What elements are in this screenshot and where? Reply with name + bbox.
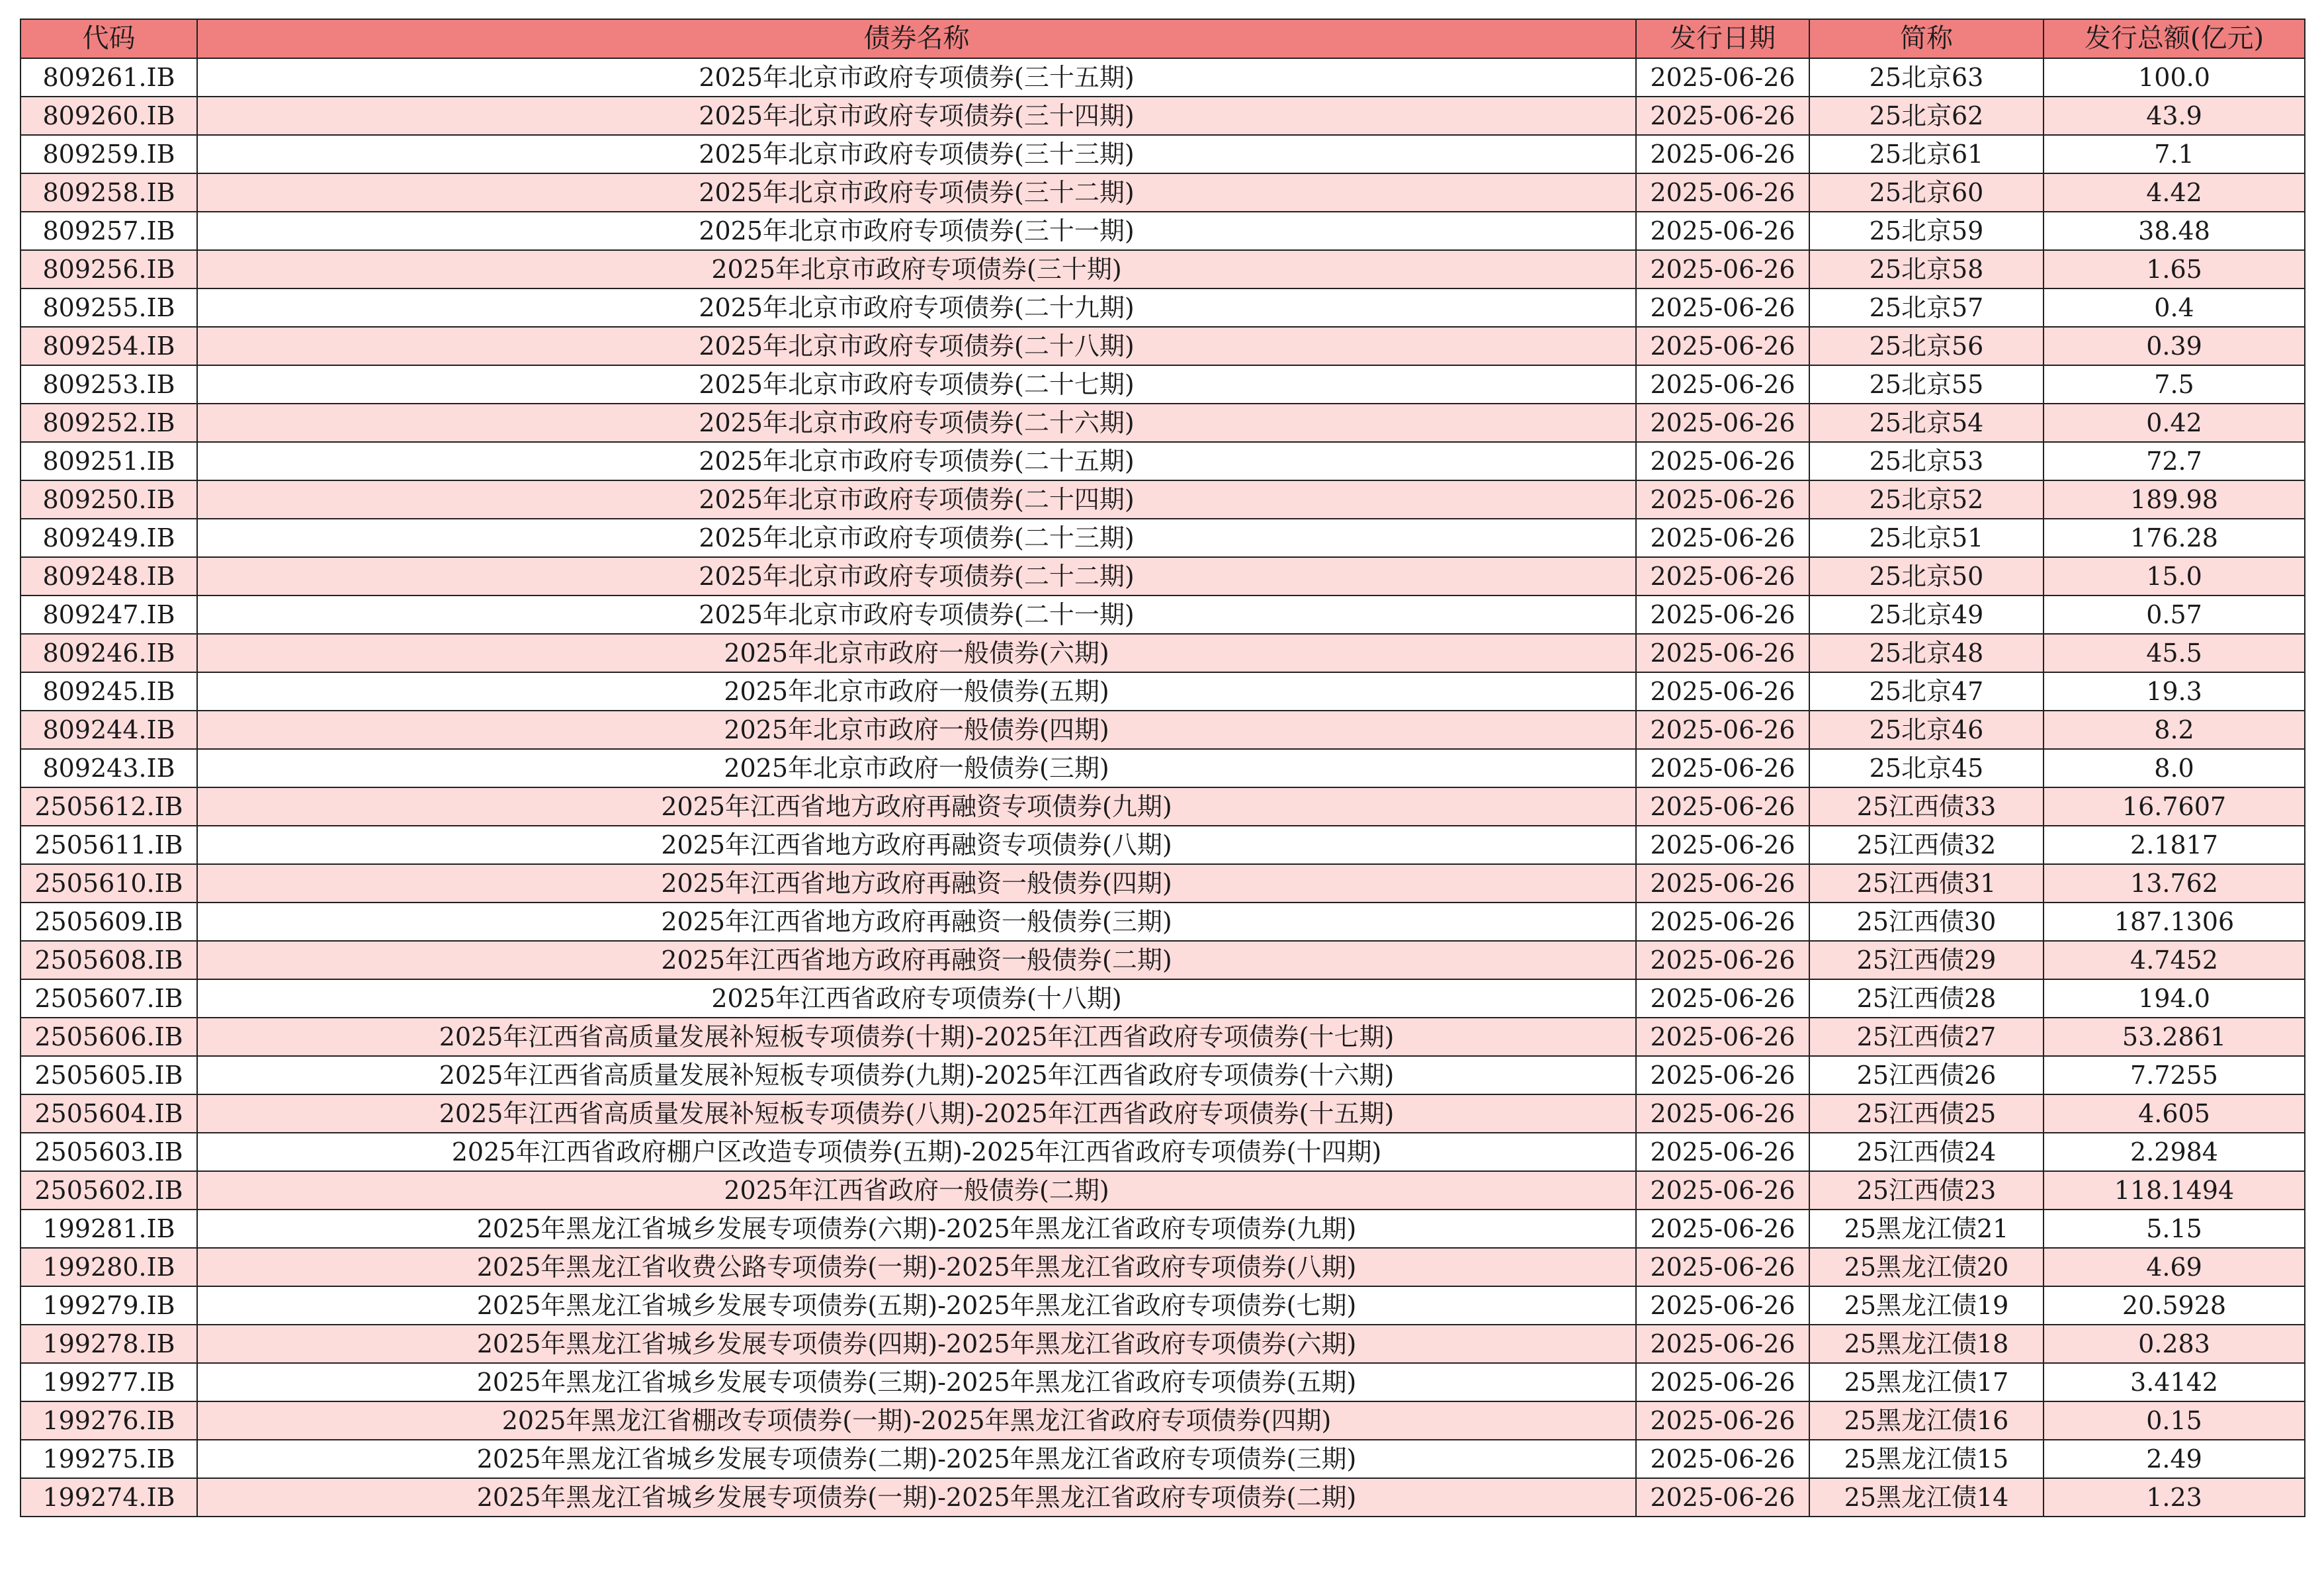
cell-issue-amount: 72.7: [2044, 442, 2305, 480]
bond-issuance-table-container: [20, 19, 2304, 1517]
cell-issue-amount: 4.605: [2044, 1094, 2305, 1133]
table-row: [21, 557, 2305, 596]
cell-bond-name: 2025年北京市政府专项债券(二十五期): [197, 442, 1636, 480]
cell-issue-date: 2025-06-26: [1636, 442, 1809, 480]
cell-bond-name: 2025年北京市政府专项债券(二十六期): [197, 404, 1636, 442]
cell-bond-name: 2025年江西省地方政府再融资专项债券(八期): [197, 826, 1636, 864]
cell-bond-name: 2025年江西省政府专项债券(十八期): [197, 979, 1636, 1018]
cell-short-name: 25北京48: [1809, 634, 2044, 672]
cell-issue-date: 2025-06-26: [1636, 1133, 1809, 1171]
cell-code: 809254.IB: [21, 327, 197, 365]
cell-issue-amount: 0.39: [2044, 327, 2305, 365]
cell-bond-name: 2025年江西省地方政府再融资专项债券(九期): [197, 787, 1636, 826]
table-row: [21, 1094, 2305, 1133]
table-row: [21, 1325, 2305, 1363]
cell-code: 809243.IB: [21, 749, 197, 787]
cell-issue-amount: 45.5: [2044, 634, 2305, 672]
cell-issue-date: 2025-06-26: [1636, 672, 1809, 711]
cell-issue-date: 2025-06-26: [1636, 365, 1809, 404]
cell-issue-date: 2025-06-26: [1636, 135, 1809, 173]
table-row: [21, 1248, 2305, 1286]
table-row: [21, 173, 2305, 212]
cell-code: 809260.IB: [21, 97, 197, 135]
table-header-row: [21, 19, 2305, 58]
cell-bond-name: 2025年北京市政府专项债券(二十二期): [197, 557, 1636, 596]
cell-bond-name: 2025年黑龙江省棚改专项债券(一期)-2025年黑龙江省政府专项债券(四期): [197, 1401, 1636, 1440]
cell-code: 809248.IB: [21, 557, 197, 596]
cell-bond-name: 2025年江西省政府棚户区改造专项债券(五期)-2025年江西省政府专项债券(十四期): [197, 1133, 1636, 1171]
cell-issue-amount: 0.57: [2044, 596, 2305, 634]
table-row: [21, 135, 2305, 173]
cell-short-name: 25北京45: [1809, 749, 2044, 787]
cell-issue-amount: 4.7452: [2044, 941, 2305, 979]
cell-code: 809252.IB: [21, 404, 197, 442]
table-row: [21, 519, 2305, 557]
cell-bond-name: 2025年北京市政府一般债券(三期): [197, 749, 1636, 787]
cell-short-name: 25黑龙江债18: [1809, 1325, 2044, 1363]
cell-bond-name: 2025年黑龙江省城乡发展专项债券(六期)-2025年黑龙江省政府专项债券(九期): [197, 1210, 1636, 1248]
cell-issue-date: 2025-06-26: [1636, 903, 1809, 941]
cell-short-name: 25黑龙江债20: [1809, 1248, 2044, 1286]
cell-issue-date: 2025-06-26: [1636, 288, 1809, 327]
cell-issue-amount: 7.5: [2044, 365, 2305, 404]
cell-code: 2505610.IB: [21, 864, 197, 903]
cell-issue-amount: 187.1306: [2044, 903, 2305, 941]
table-row: [21, 941, 2305, 979]
cell-code: 2505611.IB: [21, 826, 197, 864]
table-row: [21, 1478, 2305, 1517]
cell-bond-name: 2025年北京市政府专项债券(二十九期): [197, 288, 1636, 327]
cell-code: 2505612.IB: [21, 787, 197, 826]
cell-code: 2505602.IB: [21, 1171, 197, 1210]
table-row: [21, 1401, 2305, 1440]
cell-short-name: 25北京56: [1809, 327, 2044, 365]
cell-bond-name: 2025年黑龙江省收费公路专项债券(一期)-2025年黑龙江省政府专项债券(八期): [197, 1248, 1636, 1286]
cell-bond-name: 2025年北京市政府一般债券(五期): [197, 672, 1636, 711]
table-row: [21, 864, 2305, 903]
cell-short-name: 25北京61: [1809, 135, 2044, 173]
cell-code: 2505603.IB: [21, 1133, 197, 1171]
cell-short-name: 25江西债33: [1809, 787, 2044, 826]
cell-issue-date: 2025-06-26: [1636, 1401, 1809, 1440]
cell-issue-amount: 118.1494: [2044, 1171, 2305, 1210]
cell-issue-amount: 16.7607: [2044, 787, 2305, 826]
table-row: [21, 1440, 2305, 1478]
cell-issue-amount: 53.2861: [2044, 1018, 2305, 1056]
cell-short-name: 25北京60: [1809, 173, 2044, 212]
cell-issue-amount: 2.1817: [2044, 826, 2305, 864]
cell-code: 2505609.IB: [21, 903, 197, 941]
table-row: [21, 327, 2305, 365]
cell-bond-name: 2025年北京市政府专项债券(三十五期): [197, 58, 1636, 97]
cell-issue-date: 2025-06-26: [1636, 519, 1809, 557]
cell-issue-amount: 20.5928: [2044, 1286, 2305, 1325]
cell-code: 199277.IB: [21, 1363, 197, 1401]
cell-bond-name: 2025年江西省地方政府再融资一般债券(四期): [197, 864, 1636, 903]
table-row: [21, 787, 2305, 826]
cell-code: 809258.IB: [21, 173, 197, 212]
cell-issue-date: 2025-06-26: [1636, 787, 1809, 826]
cell-issue-date: 2025-06-26: [1636, 1440, 1809, 1478]
cell-bond-name: 2025年黑龙江省城乡发展专项债券(五期)-2025年黑龙江省政府专项债券(七期): [197, 1286, 1636, 1325]
cell-issue-amount: 8.2: [2044, 711, 2305, 749]
table-row: [21, 596, 2305, 634]
cell-issue-amount: 0.15: [2044, 1401, 2305, 1440]
cell-short-name: 25江西债26: [1809, 1056, 2044, 1094]
cell-bond-name: 2025年北京市政府专项债券(二十四期): [197, 480, 1636, 519]
cell-issue-date: 2025-06-26: [1636, 1018, 1809, 1056]
cell-issue-date: 2025-06-26: [1636, 711, 1809, 749]
cell-short-name: 25北京54: [1809, 404, 2044, 442]
cell-issue-date: 2025-06-26: [1636, 749, 1809, 787]
cell-code: 199279.IB: [21, 1286, 197, 1325]
cell-short-name: 25北京47: [1809, 672, 2044, 711]
table-row: [21, 58, 2305, 97]
cell-bond-name: 2025年北京市政府专项债券(三十一期): [197, 212, 1636, 250]
cell-issue-amount: 43.9: [2044, 97, 2305, 135]
cell-bond-name: 2025年江西省高质量发展补短板专项债券(十期)-2025年江西省政府专项债券(十七期): [197, 1018, 1636, 1056]
cell-issue-date: 2025-06-26: [1636, 1325, 1809, 1363]
table-row: [21, 826, 2305, 864]
cell-code: 809244.IB: [21, 711, 197, 749]
cell-short-name: 25北京62: [1809, 97, 2044, 135]
cell-short-name: 25北京49: [1809, 596, 2044, 634]
table-row: [21, 1056, 2305, 1094]
cell-issue-amount: 0.4: [2044, 288, 2305, 327]
header-bond-name: 债券名称: [197, 19, 1636, 58]
table-row: [21, 97, 2305, 135]
cell-issue-date: 2025-06-26: [1636, 1171, 1809, 1210]
cell-short-name: 25北京53: [1809, 442, 2044, 480]
cell-issue-date: 2025-06-26: [1636, 97, 1809, 135]
cell-code: 809249.IB: [21, 519, 197, 557]
cell-short-name: 25江西债23: [1809, 1171, 2044, 1210]
cell-issue-date: 2025-06-26: [1636, 596, 1809, 634]
cell-issue-date: 2025-06-26: [1636, 979, 1809, 1018]
cell-issue-amount: 2.2984: [2044, 1133, 2305, 1171]
cell-issue-amount: 38.48: [2044, 212, 2305, 250]
cell-code: 199276.IB: [21, 1401, 197, 1440]
table-row: [21, 634, 2305, 672]
table-row: [21, 749, 2305, 787]
cell-bond-name: 2025年江西省高质量发展补短板专项债券(九期)-2025年江西省政府专项债券(十六期): [197, 1056, 1636, 1094]
cell-issue-date: 2025-06-26: [1636, 1363, 1809, 1401]
cell-short-name: 25江西债28: [1809, 979, 2044, 1018]
cell-short-name: 25北京57: [1809, 288, 2044, 327]
cell-bond-name: 2025年北京市政府专项债券(二十七期): [197, 365, 1636, 404]
cell-issue-date: 2025-06-26: [1636, 327, 1809, 365]
cell-issue-date: 2025-06-26: [1636, 480, 1809, 519]
cell-code: 809247.IB: [21, 596, 197, 634]
cell-code: 199275.IB: [21, 1440, 197, 1478]
table-body: [21, 58, 2305, 1517]
cell-short-name: 25江西债24: [1809, 1133, 2044, 1171]
cell-code: 809261.IB: [21, 58, 197, 97]
table-row: [21, 1018, 2305, 1056]
cell-bond-name: 2025年北京市政府专项债券(二十三期): [197, 519, 1636, 557]
cell-code: 2505604.IB: [21, 1094, 197, 1133]
cell-issue-amount: 0.283: [2044, 1325, 2305, 1363]
cell-short-name: 25江西债32: [1809, 826, 2044, 864]
cell-code: 809256.IB: [21, 250, 197, 288]
cell-issue-date: 2025-06-26: [1636, 1056, 1809, 1094]
cell-bond-name: 2025年北京市政府专项债券(二十一期): [197, 596, 1636, 634]
table-row: [21, 212, 2305, 250]
cell-issue-amount: 4.69: [2044, 1248, 2305, 1286]
cell-issue-amount: 176.28: [2044, 519, 2305, 557]
cell-bond-name: 2025年北京市政府专项债券(三十二期): [197, 173, 1636, 212]
cell-bond-name: 2025年北京市政府一般债券(四期): [197, 711, 1636, 749]
cell-short-name: 25江西债31: [1809, 864, 2044, 903]
table-row: [21, 1286, 2305, 1325]
table-row: [21, 1210, 2305, 1248]
cell-issue-amount: 19.3: [2044, 672, 2305, 711]
cell-code: 809255.IB: [21, 288, 197, 327]
cell-short-name: 25黑龙江债16: [1809, 1401, 2044, 1440]
table-row: [21, 711, 2305, 749]
cell-code: 199280.IB: [21, 1248, 197, 1286]
cell-short-name: 25北京52: [1809, 480, 2044, 519]
table-row: [21, 365, 2305, 404]
table-row: [21, 903, 2305, 941]
table-row: [21, 288, 2305, 327]
cell-bond-name: 2025年江西省地方政府再融资一般债券(三期): [197, 903, 1636, 941]
cell-issue-date: 2025-06-26: [1636, 941, 1809, 979]
cell-issue-amount: 194.0: [2044, 979, 2305, 1018]
cell-issue-date: 2025-06-26: [1636, 250, 1809, 288]
cell-bond-name: 2025年黑龙江省城乡发展专项债券(一期)-2025年黑龙江省政府专项债券(二期): [197, 1478, 1636, 1517]
header-issue-date: 发行日期: [1636, 19, 1809, 58]
cell-code: 2505607.IB: [21, 979, 197, 1018]
cell-short-name: 25黑龙江债21: [1809, 1210, 2044, 1248]
cell-code: 809257.IB: [21, 212, 197, 250]
cell-issue-amount: 1.65: [2044, 250, 2305, 288]
cell-bond-name: 2025年江西省高质量发展补短板专项债券(八期)-2025年江西省政府专项债券(十五期): [197, 1094, 1636, 1133]
cell-bond-name: 2025年江西省地方政府再融资一般债券(二期): [197, 941, 1636, 979]
cell-bond-name: 2025年北京市政府专项债券(三十四期): [197, 97, 1636, 135]
cell-issue-amount: 7.1: [2044, 135, 2305, 173]
cell-code: 809250.IB: [21, 480, 197, 519]
cell-bond-name: 2025年江西省政府一般债券(二期): [197, 1171, 1636, 1210]
cell-short-name: 25黑龙江债15: [1809, 1440, 2044, 1478]
cell-code: 809253.IB: [21, 365, 197, 404]
cell-issue-date: 2025-06-26: [1636, 212, 1809, 250]
cell-issue-date: 2025-06-26: [1636, 58, 1809, 97]
cell-bond-name: 2025年黑龙江省城乡发展专项债券(二期)-2025年黑龙江省政府专项债券(三期): [197, 1440, 1636, 1478]
table-row: [21, 404, 2305, 442]
cell-bond-name: 2025年北京市政府专项债券(三十三期): [197, 135, 1636, 173]
cell-code: 199278.IB: [21, 1325, 197, 1363]
table-row: [21, 442, 2305, 480]
cell-issue-date: 2025-06-26: [1636, 864, 1809, 903]
cell-issue-date: 2025-06-26: [1636, 826, 1809, 864]
cell-code: 809259.IB: [21, 135, 197, 173]
cell-short-name: 25北京63: [1809, 58, 2044, 97]
table-row: [21, 1133, 2305, 1171]
cell-short-name: 25黑龙江债14: [1809, 1478, 2044, 1517]
cell-issue-date: 2025-06-26: [1636, 1286, 1809, 1325]
cell-issue-amount: 100.0: [2044, 58, 2305, 97]
cell-issue-date: 2025-06-26: [1636, 1248, 1809, 1286]
cell-code: 2505606.IB: [21, 1018, 197, 1056]
header-issue-amount: 发行总额(亿元): [2044, 19, 2305, 58]
cell-issue-amount: 2.49: [2044, 1440, 2305, 1478]
cell-short-name: 25黑龙江债17: [1809, 1363, 2044, 1401]
cell-issue-date: 2025-06-26: [1636, 404, 1809, 442]
table-row: [21, 979, 2305, 1018]
cell-issue-date: 2025-06-26: [1636, 1094, 1809, 1133]
bond-issuance-table: [20, 19, 2305, 1517]
cell-short-name: 25黑龙江债19: [1809, 1286, 2044, 1325]
cell-issue-amount: 1.23: [2044, 1478, 2305, 1517]
cell-issue-date: 2025-06-26: [1636, 1210, 1809, 1248]
table-row: [21, 1363, 2305, 1401]
cell-issue-amount: 8.0: [2044, 749, 2305, 787]
cell-short-name: 25北京55: [1809, 365, 2044, 404]
cell-short-name: 25江西债25: [1809, 1094, 2044, 1133]
table-row: [21, 1171, 2305, 1210]
cell-issue-amount: 15.0: [2044, 557, 2305, 596]
cell-issue-date: 2025-06-26: [1636, 634, 1809, 672]
table-row: [21, 672, 2305, 711]
cell-issue-date: 2025-06-26: [1636, 173, 1809, 212]
cell-issue-date: 2025-06-26: [1636, 1478, 1809, 1517]
cell-bond-name: 2025年北京市政府专项债券(二十八期): [197, 327, 1636, 365]
cell-bond-name: 2025年北京市政府一般债券(六期): [197, 634, 1636, 672]
cell-issue-amount: 3.4142: [2044, 1363, 2305, 1401]
cell-code: 199274.IB: [21, 1478, 197, 1517]
cell-code: 809251.IB: [21, 442, 197, 480]
header-code: 代码: [21, 19, 197, 58]
cell-issue-amount: 189.98: [2044, 480, 2305, 519]
cell-issue-date: 2025-06-26: [1636, 557, 1809, 596]
cell-short-name: 25江西债30: [1809, 903, 2044, 941]
cell-short-name: 25北京50: [1809, 557, 2044, 596]
cell-bond-name: 2025年北京市政府专项债券(三十期): [197, 250, 1636, 288]
cell-short-name: 25江西债27: [1809, 1018, 2044, 1056]
cell-code: 2505605.IB: [21, 1056, 197, 1094]
cell-issue-amount: 13.762: [2044, 864, 2305, 903]
cell-issue-amount: 7.7255: [2044, 1056, 2305, 1094]
cell-code: 809245.IB: [21, 672, 197, 711]
cell-code: 809246.IB: [21, 634, 197, 672]
cell-short-name: 25北京58: [1809, 250, 2044, 288]
cell-issue-amount: 4.42: [2044, 173, 2305, 212]
table-row: [21, 480, 2305, 519]
cell-short-name: 25北京46: [1809, 711, 2044, 749]
cell-short-name: 25北京59: [1809, 212, 2044, 250]
cell-code: 199281.IB: [21, 1210, 197, 1248]
cell-code: 2505608.IB: [21, 941, 197, 979]
cell-issue-amount: 5.15: [2044, 1210, 2305, 1248]
cell-bond-name: 2025年黑龙江省城乡发展专项债券(三期)-2025年黑龙江省政府专项债券(五期): [197, 1363, 1636, 1401]
header-short-name: 简称: [1809, 19, 2044, 58]
cell-short-name: 25北京51: [1809, 519, 2044, 557]
cell-short-name: 25江西债29: [1809, 941, 2044, 979]
cell-bond-name: 2025年黑龙江省城乡发展专项债券(四期)-2025年黑龙江省政府专项债券(六期): [197, 1325, 1636, 1363]
cell-issue-amount: 0.42: [2044, 404, 2305, 442]
table-row: [21, 250, 2305, 288]
